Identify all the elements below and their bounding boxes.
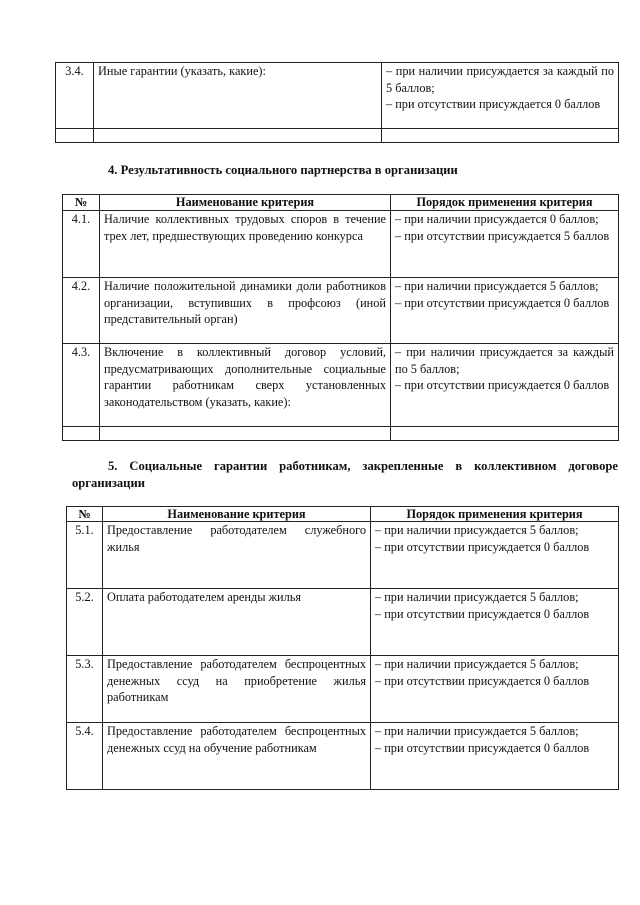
- table-header-row: [67, 507, 619, 522]
- order-line: – при отсутствии присуждается 0 баллов: [375, 606, 590, 621]
- table-row-empty: [56, 129, 619, 143]
- criterion-order: [371, 656, 619, 723]
- criteria-table-section-5: [66, 506, 619, 790]
- row-number: 4.2.: [63, 278, 100, 344]
- table-row: [67, 723, 619, 790]
- row-number: 5.2.: [67, 589, 103, 656]
- criterion-name: Оплата работодателем аренды жилья: [103, 589, 371, 656]
- section-5-title: 5. Социальные гарантии работникам, закрепленные в коллективном договоре организации: [72, 459, 618, 490]
- row-number: 3.4.: [56, 63, 94, 129]
- order-line: – при наличии присуждается 5 баллов;: [395, 279, 599, 293]
- row-number: 4.3.: [63, 344, 100, 427]
- header-name: Наименование критерия: [100, 195, 391, 211]
- order-line: – при наличии присуждается за каждый по 5 баллов;: [386, 64, 614, 95]
- order-line: – при наличии присуждается 5 баллов;: [375, 523, 579, 537]
- table-header-row: [63, 195, 619, 211]
- criterion-name: Наличие коллективных трудовых споров в течение трех лет, предшествующих проведению конкурса: [100, 211, 391, 278]
- table-row: [67, 589, 619, 656]
- order-line: – при отсутствии присуждается 0 баллов: [395, 295, 610, 310]
- header-order: Порядок применения критерия: [391, 195, 619, 211]
- criterion-name: Предоставление работодателем служебного жилья: [103, 522, 371, 589]
- order-line: – при наличии присуждается 5 баллов;: [375, 724, 579, 738]
- section-5-heading: [72, 458, 618, 492]
- table-row: [56, 63, 619, 129]
- criterion-name: Наличие положительной динамики доли работников организации, вступивших в профсоюз (иной представительный орган): [100, 278, 391, 344]
- header-num: №: [63, 195, 100, 211]
- table-row: [63, 344, 619, 427]
- criterion-name: Иные гарантии (указать, какие):: [94, 63, 382, 129]
- row-number: 5.1.: [67, 522, 103, 589]
- criterion-order: [391, 278, 619, 344]
- table-row: [63, 211, 619, 278]
- criterion-order: [371, 723, 619, 790]
- table-row: [67, 522, 619, 589]
- order-line: – при отсутствии присуждается 0 баллов: [375, 673, 590, 688]
- criterion-order: [371, 589, 619, 656]
- table-row: [67, 656, 619, 723]
- section-4-heading: 4. Результативность социального партнерства в организации: [108, 163, 458, 177]
- row-number: 5.3.: [67, 656, 103, 723]
- criterion-name: Предоставление работодателем беспроцентных денежных ссуд на обучение работникам: [103, 723, 371, 790]
- header-num: №: [67, 507, 103, 522]
- row-number: 4.1.: [63, 211, 100, 278]
- order-line: – при отсутствии присуждается 0 баллов: [386, 97, 601, 111]
- criteria-table-top: [55, 62, 619, 143]
- order-line: – при наличии присуждается за каждый по 5 баллов;: [395, 345, 614, 376]
- criterion-name: Включение в коллективный договор условий, предусматривающих дополнительные социальные гарантии работникам сверх установленных законодательством (указать, какие):: [100, 344, 391, 427]
- order-line: – при наличии присуждается 5 баллов;: [375, 590, 579, 604]
- criterion-order: [391, 211, 619, 278]
- criterion-order: [382, 63, 619, 129]
- header-name: Наименование критерия: [103, 507, 371, 522]
- order-line: – при отсутствии присуждается 0 баллов: [375, 740, 590, 755]
- row-number: 5.4.: [67, 723, 103, 790]
- order-line: – при наличии присуждается 5 баллов;: [375, 657, 579, 671]
- header-order: Порядок применения критерия: [371, 507, 619, 522]
- criterion-order: [391, 344, 619, 427]
- criterion-order: [371, 522, 619, 589]
- order-line: – при отсутствии присуждается 0 баллов: [395, 378, 610, 392]
- table-row-empty: [63, 427, 619, 441]
- order-line: – при отсутствии присуждается 0 баллов: [375, 539, 590, 554]
- table-row: [63, 278, 619, 344]
- criteria-table-section-4: [62, 194, 619, 441]
- order-line: – при наличии присуждается 0 баллов;: [395, 212, 599, 226]
- order-line: – при отсутствии присуждается 5 баллов: [395, 228, 610, 243]
- criterion-name: Предоставление работодателем беспроцентных денежных ссуд на приобретение жилья работникам: [103, 656, 371, 723]
